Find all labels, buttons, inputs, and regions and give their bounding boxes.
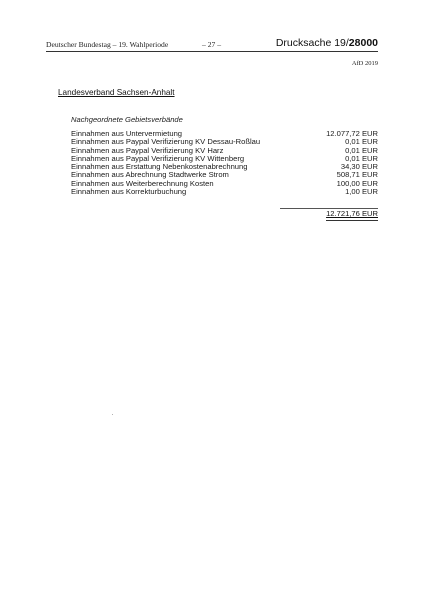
parliament-period: Deutscher Bundestag – 19. Wahlperiode (46, 40, 169, 49)
income-amount: 0,01 EUR (345, 153, 378, 163)
party-tag: AfD 2019 (351, 60, 378, 67)
scan-speck (112, 414, 113, 415)
income-amount: 0,01 EUR (345, 145, 378, 155)
income-label: Einnahmen aus Erstattung Nebenkostenabrechnung (71, 162, 248, 172)
document-number-value: 28000 (348, 37, 378, 49)
section-title: Landesverband Sachsen-Anhalt (58, 88, 175, 97)
income-label: Einnahmen aus Paypal Verifizierung KV Wittenberg (71, 153, 245, 163)
income-amount: 34,30 EUR (340, 162, 378, 172)
income-label: Einnahmen aus Paypal Verifizierung KV Harz (71, 145, 224, 155)
income-amount: 0,01 EUR (345, 137, 378, 147)
income-label: Einnahmen aus Weiterberechnung Kosten (71, 178, 214, 188)
document-number (276, 37, 378, 49)
income-row (71, 188, 378, 196)
income-amount: 100,00 EUR (336, 178, 378, 188)
document-number-prefix: Drucksache 19/ (275, 37, 349, 49)
income-label: Einnahmen aus Paypal Verifizierung KV Dessau-Roßlau (71, 137, 261, 147)
total-amount: 12.721,76 EUR (326, 209, 378, 218)
total-double-underline (326, 220, 378, 221)
page-number: – 27 – (202, 40, 221, 49)
income-amount: 1,00 EUR (345, 187, 378, 197)
income-amount: 12.077,72 EUR (326, 129, 378, 138)
income-label: Einnahmen aus Korrekturbuchung (71, 187, 187, 197)
header-divider (46, 51, 378, 52)
income-amount: 508,71 EUR (336, 170, 378, 180)
income-list (71, 130, 378, 196)
income-label: Einnahmen aus Abrechnung Stadtwerke Strom (71, 170, 229, 180)
section-subtitle: Nachgeordnete Gebietsverbände (71, 115, 183, 124)
income-label: Einnahmen aus Untervermietung (71, 129, 183, 138)
